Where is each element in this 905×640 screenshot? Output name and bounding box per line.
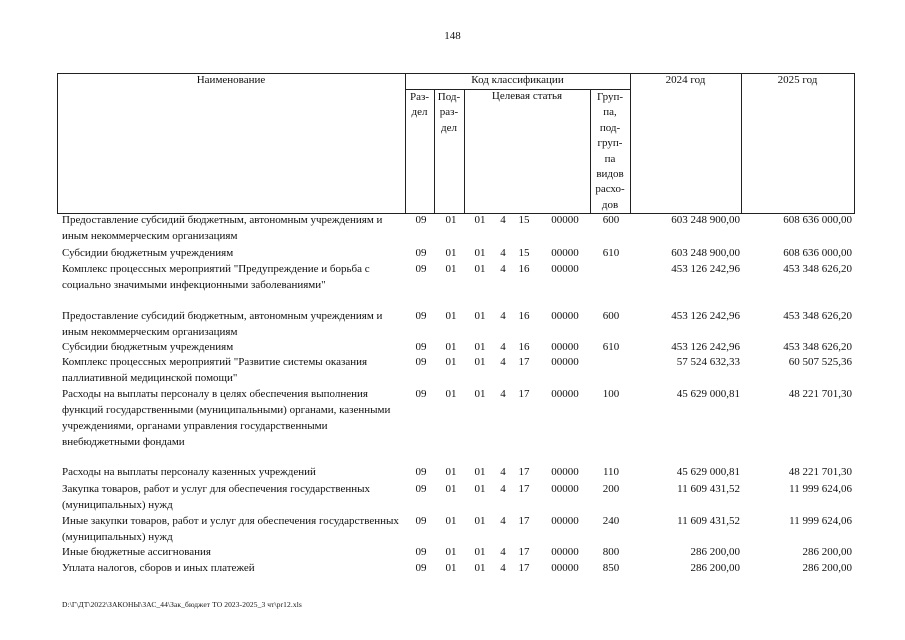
row-subprogram: 4: [500, 466, 506, 478]
row-razdel: 09: [415, 515, 427, 527]
row-podrazdel: 01: [445, 247, 457, 259]
row-amount-2025: 286 200,00: [802, 546, 852, 558]
row-razdel: 09: [415, 214, 427, 226]
row-event: 17: [518, 546, 530, 558]
row-direction: 00000: [551, 562, 579, 574]
row-expense-type: 600: [602, 310, 620, 322]
row-subprogram: 4: [500, 214, 506, 226]
row-amount-2025: 48 221 701,30: [788, 388, 852, 400]
header-podrazdel-line: Под-: [437, 91, 461, 103]
row-direction: 00000: [551, 546, 579, 558]
row-subprogram: 4: [500, 546, 506, 558]
header-razdel-line: дел: [411, 106, 428, 119]
row-name: Уплата налогов, сборов и иных платежей: [62, 562, 255, 574]
row-name: Субсидии бюджетным учреждениям: [62, 341, 234, 353]
row-event: 16: [518, 263, 530, 275]
row-expense-type: 800: [602, 546, 620, 558]
page-number: 148: [444, 30, 461, 42]
row-razdel: 09: [415, 388, 427, 400]
row-amount-2024: 603 248 900,00: [671, 214, 740, 226]
row-amount-2024: 57 524 632,33: [676, 356, 740, 368]
row-subprogram: 4: [500, 483, 506, 495]
row-direction: 00000: [551, 247, 579, 259]
header-group-line: под-: [599, 121, 621, 134]
header-year-2024: 2024 год: [665, 74, 706, 86]
row-amount-2024: 453 126 242,96: [671, 263, 740, 275]
row-program: 01: [474, 341, 486, 353]
row-subprogram: 4: [500, 562, 506, 574]
header-code-group: Код классификации: [471, 74, 564, 86]
row-event: 15: [518, 247, 530, 259]
row-expense-type: 600: [602, 214, 620, 226]
row-direction: 00000: [551, 356, 579, 368]
row-event: 17: [518, 483, 530, 495]
row-name: Предоставление субсидий бюджетным, автономным учреждениям и иным некоммерческим организациям: [62, 310, 383, 338]
row-subprogram: 4: [500, 356, 506, 368]
row-direction: 00000: [551, 214, 579, 226]
row-amount-2024: 453 126 242,96: [671, 310, 740, 322]
row-razdel: 09: [415, 341, 427, 353]
row-razdel: 09: [415, 562, 427, 574]
row-expense-type: 100: [602, 388, 620, 400]
row-subprogram: 4: [500, 388, 506, 400]
row-subprogram: 4: [500, 341, 506, 353]
row-program: 01: [474, 466, 486, 478]
row-razdel: 09: [415, 546, 427, 558]
header-razdel: [405, 90, 434, 121]
row-podrazdel: 01: [445, 562, 457, 574]
row-amount-2025: 11 999 624,06: [789, 515, 852, 527]
row-amount-2024: 453 126 242,96: [671, 341, 740, 353]
row-expense-type: 110: [602, 466, 620, 478]
row-razdel: 09: [415, 263, 427, 275]
table-header: [0, 73, 905, 214]
row-program: 01: [474, 562, 486, 574]
header-podrazdel-line: раз-: [439, 106, 459, 119]
header-group-line: па,: [603, 106, 617, 119]
row-podrazdel: 01: [445, 546, 457, 558]
row-event: 17: [518, 466, 530, 478]
row-direction: 00000: [551, 341, 579, 353]
row-amount-2024: 11 609 431,52: [677, 483, 740, 495]
row-amount-2024: 45 629 000,81: [676, 388, 740, 400]
header-group-line: па: [604, 152, 616, 165]
row-event: 17: [518, 388, 530, 400]
row-expense-type: 850: [602, 562, 620, 574]
row-direction: 00000: [551, 388, 579, 400]
row-event: 16: [518, 341, 530, 353]
row-podrazdel: 01: [445, 356, 457, 368]
row-program: 01: [474, 310, 486, 322]
row-subprogram: 4: [500, 515, 506, 527]
footer-file-path: D:\Г\ДТ\2022\ЗАКОНЫ\ЗАС_44\Зак_бюджет ТО 2023-2025_3 чт\pr12.xls: [62, 600, 302, 609]
row-subprogram: 4: [500, 263, 506, 275]
row-name: Комплекс процессных мероприятий "Развитие системы оказания паллиативной медицинской помощи": [62, 356, 368, 384]
header-target: Целевая статья: [491, 90, 563, 102]
row-amount-2025: 608 636 000,00: [783, 214, 852, 226]
row-amount-2025: 11 999 624,06: [789, 483, 852, 495]
row-name: Иные закупки товаров, работ и услуг для обеспечения государственных (муниципальных) нужд: [62, 515, 399, 543]
row-event: 17: [518, 515, 530, 527]
row-name: Предоставление субсидий бюджетным, автономным учреждениям и иным некоммерческим организациям: [62, 214, 383, 242]
row-podrazdel: 01: [445, 214, 457, 226]
row-podrazdel: 01: [445, 466, 457, 478]
row-program: 01: [474, 546, 486, 558]
row-amount-2025: 60 507 525,36: [788, 356, 852, 368]
header-group-line: груп-: [597, 137, 623, 150]
row-razdel: 09: [415, 483, 427, 495]
row-name: Комплекс процессных мероприятий "Предупреждение и борьба с социально значимыми инфекционными заболеваниями": [62, 263, 370, 291]
row-razdel: 09: [415, 310, 427, 322]
row-amount-2025: 48 221 701,30: [788, 466, 852, 478]
row-subprogram: 4: [500, 310, 506, 322]
row-amount-2025: 286 200,00: [802, 562, 852, 574]
row-podrazdel: 01: [445, 483, 457, 495]
row-name: Закупка товаров, работ и услуг для обеспечения государственных (муниципальных) нужд: [62, 483, 371, 511]
row-podrazdel: 01: [445, 515, 457, 527]
row-razdel: 09: [415, 466, 427, 478]
header-group-line: расхо-: [595, 183, 625, 196]
header-podrazdel: [434, 90, 464, 136]
row-program: 01: [474, 515, 486, 527]
header-razdel-line: Раз-: [409, 91, 429, 103]
row-name: Субсидии бюджетным учреждениям: [62, 247, 234, 259]
row-expense-type: 610: [602, 341, 620, 353]
row-direction: 00000: [551, 263, 579, 275]
header-year-2025: 2025 год: [777, 74, 818, 86]
row-program: 01: [474, 247, 486, 259]
row-amount-2024: 603 248 900,00: [671, 247, 740, 259]
header-name: Наименование: [196, 74, 266, 86]
row-name: Иные бюджетные ассигнования: [62, 546, 211, 558]
row-event: 17: [518, 356, 530, 368]
header-group-line: дов: [601, 198, 619, 211]
row-subprogram: 4: [500, 247, 506, 259]
row-expense-type: 240: [602, 515, 620, 527]
row-amount-2024: 286 200,00: [690, 562, 740, 574]
row-program: 01: [474, 263, 486, 275]
header-podrazdel-line: дел: [441, 121, 457, 134]
row-amount-2025: 453 348 626,20: [783, 341, 852, 353]
row-amount-2025: 453 348 626,20: [783, 310, 852, 322]
row-podrazdel: 01: [445, 263, 457, 275]
row-program: 01: [474, 483, 486, 495]
row-podrazdel: 01: [445, 388, 457, 400]
row-event: 16: [518, 310, 530, 322]
row-event: 15: [518, 214, 530, 226]
row-amount-2025: 608 636 000,00: [783, 247, 852, 259]
row-razdel: 09: [415, 247, 427, 259]
header-group-line: Груп-: [596, 91, 624, 103]
row-program: 01: [474, 388, 486, 400]
header-group-line: видов: [596, 168, 624, 181]
row-event: 17: [518, 562, 530, 574]
row-amount-2025: 453 348 626,20: [783, 263, 852, 275]
row-podrazdel: 01: [445, 310, 457, 322]
row-program: 01: [474, 214, 486, 226]
row-amount-2024: 11 609 431,52: [677, 515, 740, 527]
row-expense-type: 610: [602, 247, 620, 259]
row-direction: 00000: [551, 310, 579, 322]
row-name: Расходы на выплаты персоналу в целях обеспечения выполнения функций государственными (муниципальными) органами, казенными учреждениями, органами управления государственными внебюджетными фондами: [62, 388, 391, 448]
row-razdel: 09: [415, 356, 427, 368]
row-name: Расходы на выплаты персоналу казенных учреждений: [62, 466, 316, 478]
row-direction: 00000: [551, 515, 579, 527]
row-amount-2024: 286 200,00: [690, 546, 740, 558]
row-expense-type: 200: [602, 483, 620, 495]
row-direction: 00000: [551, 466, 579, 478]
row-direction: 00000: [551, 483, 579, 495]
row-program: 01: [474, 356, 486, 368]
row-podrazdel: 01: [445, 341, 457, 353]
row-amount-2024: 45 629 000,81: [676, 466, 740, 478]
header-group: [590, 90, 630, 213]
